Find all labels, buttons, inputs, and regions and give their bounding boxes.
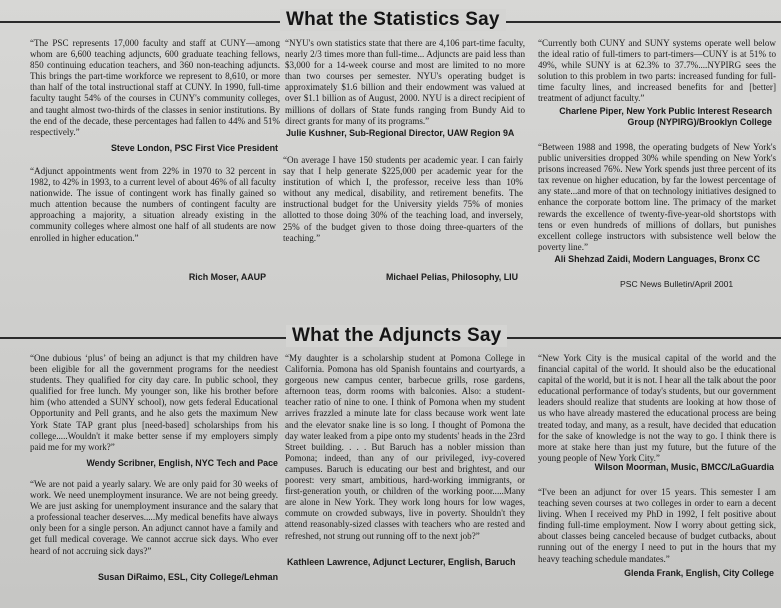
adjuncts-quote-frank-text: “I've been an adjunct for over 15 years. This semester I am teaching seven courses at two colleges in order to earn a decent living. When I received my PhD in 1992, I felt positive about finding full-time employment. Now I worry about getting sick, about classes being canceled because of budget cutbacks, about running out of the energy I need to put in the hours that my heavy teaching schedule mandates.” [538, 487, 776, 564]
adjuncts-quote-frank [538, 487, 776, 567]
adjuncts-quote-diraimo [30, 479, 278, 569]
statistics-quote-moser [30, 166, 276, 270]
statistics-attribution-zaidi: Ali Shehzad Zaidi, Modern Languages, Bronx CC [554, 254, 760, 264]
statistics-quote-zaidi [538, 142, 776, 255]
statistics-heading-rule-left [0, 21, 290, 23]
statistics-attribution-kushner: Julie Kushner, Sub-Regional Director, UAW Region 9A [286, 128, 515, 138]
adjuncts-quote-lawrence [285, 353, 525, 557]
adjuncts-quote-scribner [30, 353, 278, 465]
statistics-attribution-piper-line1: Charlene Piper, New York Public Interest Research [559, 106, 772, 116]
adjuncts-quote-scribner-text: “One dubious ‘plus’ of being an adjunct is that my children have been eligible for all the government programs for the neediest students. They qualified for city day care. In public school, they qualified for free lunch. My younger son, like his brother before him (who attended a SUNY school), now gets federal Educational Opportunity and Pell grants, and he also gets the maximum New York State TAP grant plus [need-based] scholarships from his college.....Wouldn't it make better sense if my employers simply paid me for my work?” [30, 353, 278, 452]
adjuncts-attribution-lawrence: Kathleen Lawrence, Adjunct Lecturer, English, Baruch [287, 557, 516, 567]
statistics-quote-piper-text: “Currently both CUNY and SUNY systems operate well below the ideal ratio of full-timers to part-timers—CUNY is at 51% to 49%, while SUNY is at 62.3% to 37.7%....NYPIRG sees the solution to this problem in two parts: increased funding for full-time faculty lines, and increased benefits for and [better] treatment of adjunct faculty.” [538, 38, 776, 104]
statistics-quote-london [30, 38, 280, 150]
adjuncts-quote-lawrence-text: “My daughter is a scholarship student at Pomona College in California. Pomona has old Spanish fountains and courtyards, a gorgeous new campus center, barbecue grills, rose gardens, afternoon teas, dorm rooms with balconies. Also: a student-teacher ratio of nine to one. I think of Pomona when my student arrives frazzled a minute late for class because work went late and the elevator snake line is so long. I thought of Pomona the day water leaked from a pipe onto my students' heads in the 23rd Street building. . . . But Baruch has a nobler mission than Pomona; indeed, than any of our privileged, ivy-covered campuses. Baruch is educating our best and brightest, and our poorest: very smart, ambitious, hard-working immigrants, or first-generation youth, or children of the working poor.....Many are alone in New York. They work long hours for low wages, commute on crowded subways, live in poverty. Shouldn't they attend reasonably-sized classes with teachers who are rested and refreshed, not strung out running off to the next job?” [285, 353, 525, 541]
statistics-attribution-moser: Rich Moser, AAUP [188, 272, 266, 282]
statistics-quote-kushner-text: “NYU's own statistics state that there are 4,106 part-time faculty, nearly 2/3 times more than full-time... Adjuncts are paid less than $3,000 for a 14-week course and most are limited to no more than two courses per semester. NYU's operating budget is approximately $1.6 billion and their endowment was valued at over $1.1 billion as of August, 2000. NYU is a direct recipient of millions of dollars of State funds ranging from Bundy Aid to direct grants for many of its programs.” [285, 38, 525, 126]
statistics-quote-piper [538, 38, 776, 105]
statistics-attribution-pelias: Michael Pelias, Philosophy, LIU [385, 272, 518, 282]
statistics-heading: What the Statistics Say [280, 9, 506, 31]
adjuncts-heading-rule-right [505, 337, 781, 339]
statistics-quote-pelias-text: “On average I have 150 students per academic year. I can fairly say that I help generate $225,000 per academic year for the institution of which I, the professor, receive less than 10% without any medical, disability, and retirement benefits. The instructional budget for the University yields 75% of monies allotted to those doing 30% of the teaching load, and inversely, 25% of the budget given to those doing three-quarters of the teaching.” [283, 155, 523, 243]
adjuncts-heading: What the Adjuncts Say [286, 325, 507, 347]
adjuncts-attribution-moorman: Wilson Moorman, Music, BMCC/LaGuardia [594, 462, 774, 472]
publication-dateline: PSC News Bulletin/April 2001 [620, 279, 734, 289]
statistics-attribution-london: Steve London, PSC First Vice President [110, 143, 278, 153]
adjuncts-attribution-frank: Glenda Frank, English, City College [624, 568, 774, 578]
statistics-heading-rule-right [505, 21, 781, 23]
adjuncts-attribution-diraimo: Susan DiRaimo, ESL, City College/Lehman [97, 572, 278, 582]
adjuncts-quote-diraimo-text: “We are not paid a yearly salary. We are only paid for 30 weeks of work. We need unemployment insurance. We are not being greedy. We are just asking for unemployment insurance and the salary that a professional teacher deserves.....My medical benefits have always only been for a single person. An adjunct cannot have a family and get full medical coverage. We cannot accrue sick days. Who ever heard of not accruing sick days?” [30, 479, 278, 556]
statistics-quote-pelias [283, 155, 523, 270]
statistics-quote-london-text: “The PSC represents 17,000 faculty and staff at CUNY—among whom are 6,600 teaching adjuncts, 600 graduate teaching fellows, 850 continuing education teachers, and 360 non-teaching adjuncts. This brings the part-time workforce we represent to 8,610, or more than half of the total instructional staff at CUNY. In 1990, full-time faculty taught 54% of the courses in CUNY's community colleges, and taught almost two-thirds of the classes in senior institutions. By the end of the decade, these percentages had fallen to 44% and 51% respectively.” [30, 38, 280, 137]
adjuncts-attribution-scribner: Wendy Scribner, English, NYC Tech and Pace [86, 458, 278, 468]
statistics-quote-zaidi-text: “Between 1988 and 1998, the operating budgets of New York's public universities dropped 30% while spending on New York's prisons increased 76%. New York spends just three percent of its tax revenue on higher education, by far the lowest percentage of any state...and more of that on technology initiatives designed to enhance the corporate bottom line. The primacy of the market rewards the excellence of twenty-five-year-old shortstops with tens or even hundreds of millions of dollars, but punishes excellent college instructors with subsistence well below the poverty line.” [538, 142, 776, 252]
adjuncts-heading-rule-left [0, 337, 290, 339]
adjuncts-quote-moorman [538, 353, 776, 465]
statistics-quote-moser-text: “Adjunct appointments went from 22% in 1970 to 32 percent in 1982, to 42% in 1993, to a current level of about 46% of all faculty nationwide. The issue of contingent work has finally gained so much attention because the numbers of contingent faculty are approaching a majority, a situation already existing in the community colleges where almost one half of all students are now enrolled in higher education.” [30, 166, 276, 243]
adjuncts-quote-moorman-text: “New York City is the musical capital of the world and the financial capital of the world. It should also be the educational capital of the world, but it is not. I hear all the talk about the poor educational performance of today's students, but our government leaders should realize that students are looking at how those of us who have already mastered the educational process are being treated today, and many, as a result, have decided that education for the sake of knowledge is not the way to go. I think there is more at stake here than just my future, but the future of the young people of New York City.” [538, 353, 776, 463]
statistics-attribution-piper-line2: Group (NYPIRG)/Brooklyn College [627, 117, 772, 127]
statistics-quote-kushner [285, 38, 525, 134]
